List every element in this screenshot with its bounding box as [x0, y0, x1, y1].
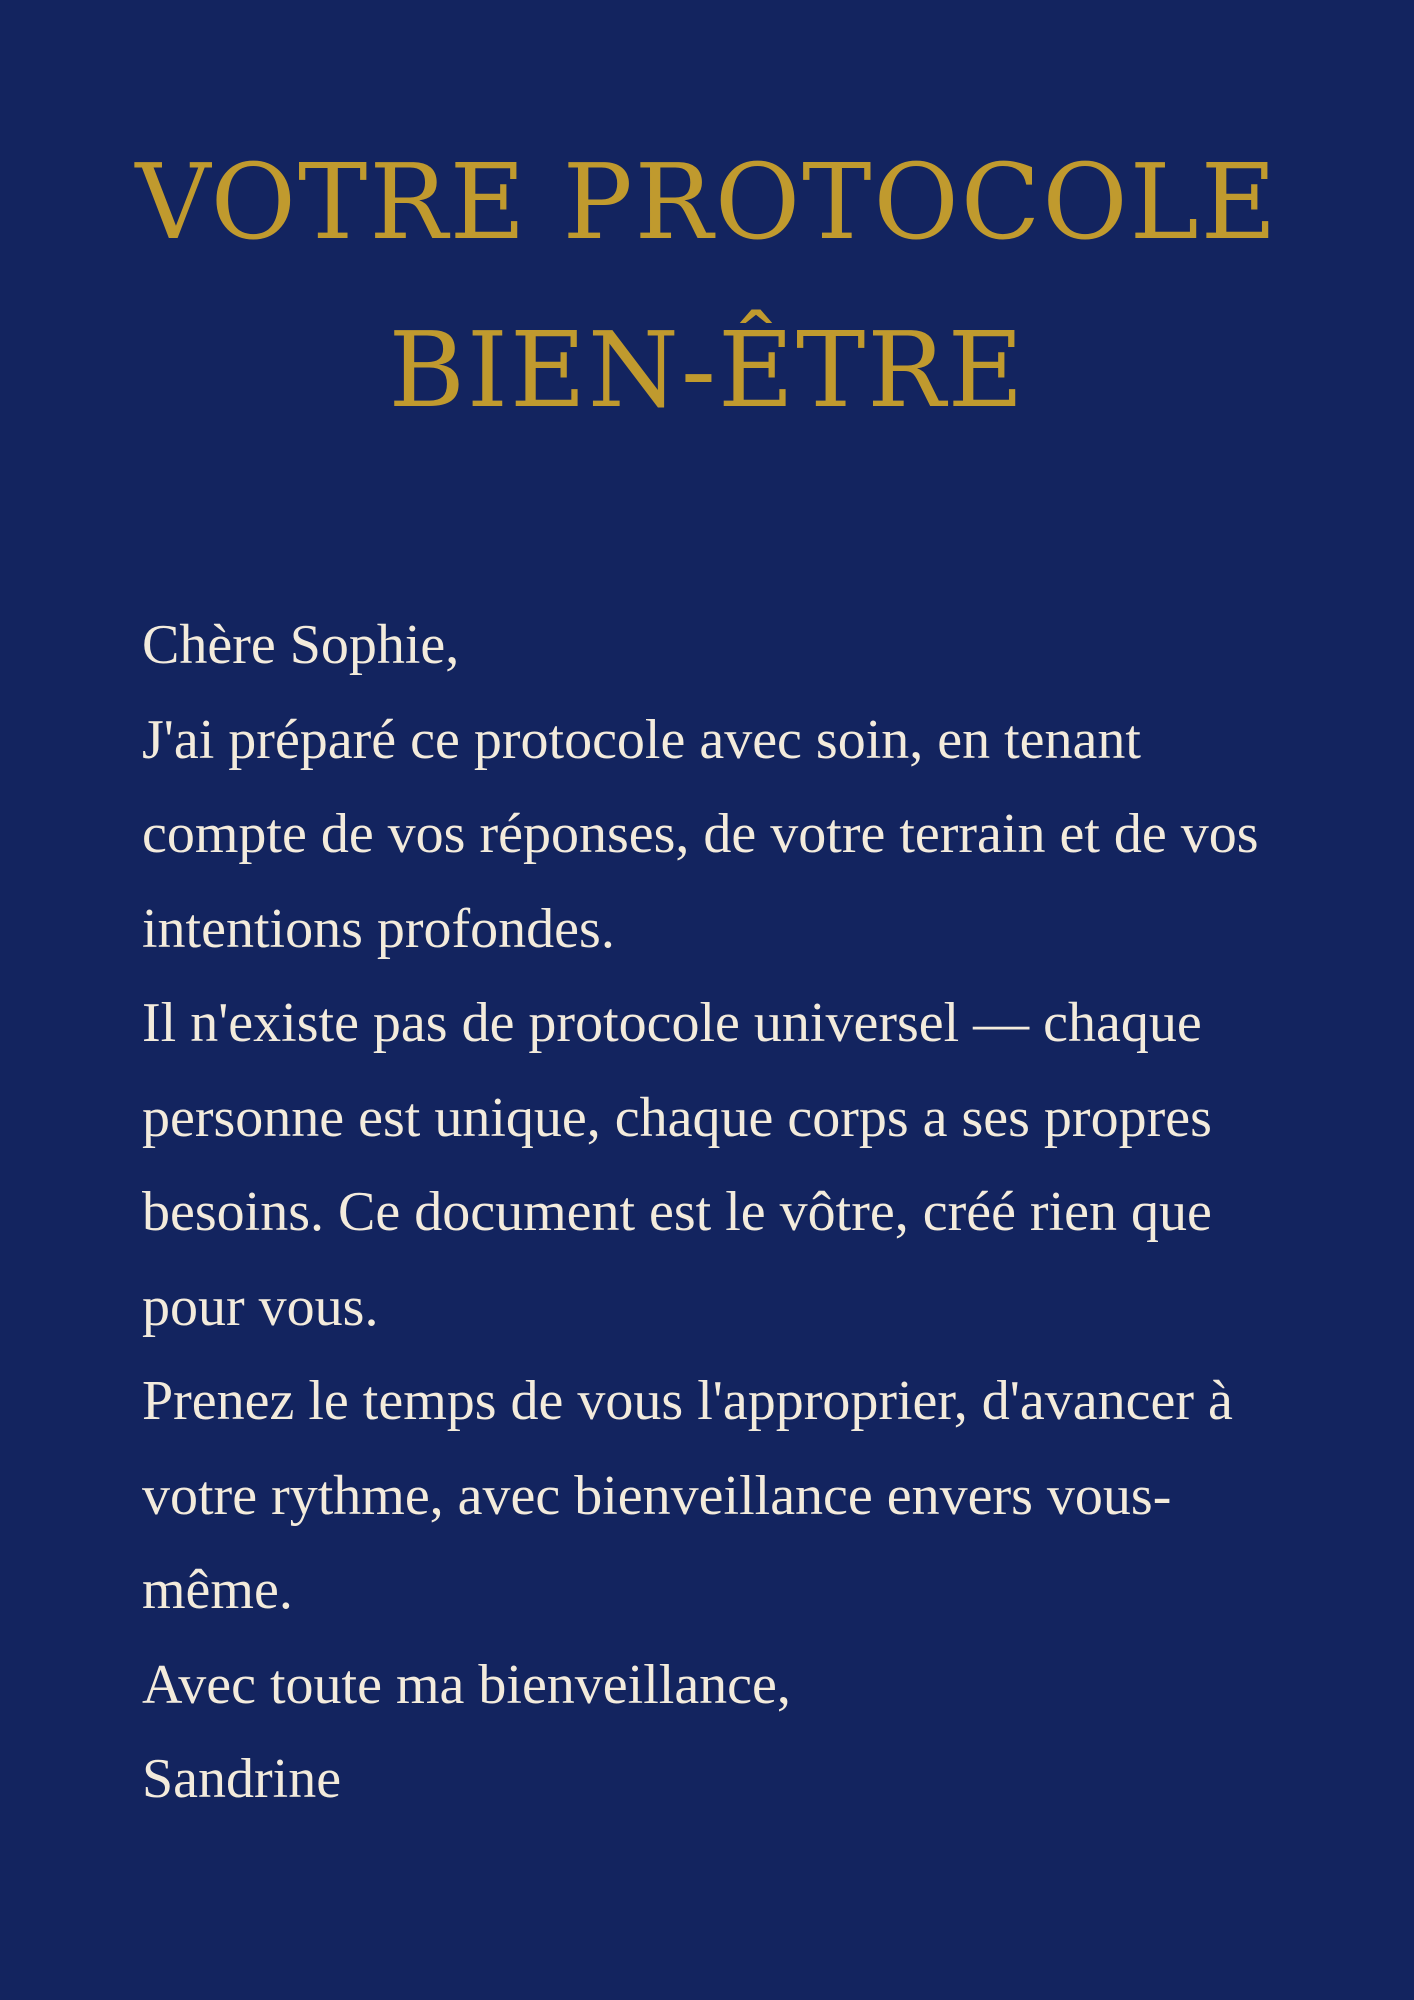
paragraph-pace: Prenez le temps de vous l'approprier, d'avancer à votre rythme, avec bienveillance envers vous-même.	[142, 1370, 1233, 1621]
title-line-2: BIEN-ÊTRE	[388, 309, 1026, 431]
letter-body	[142, 598, 1302, 1827]
title-line-1: VOTRE PROTOCOLE	[135, 141, 1279, 263]
closing: Avec toute ma bienveillance,	[142, 1653, 791, 1716]
greeting: Chère Sophie,	[142, 614, 460, 676]
paragraph-intro: J'ai préparé ce protocole avec soin, en tenant compte de vos réponses, de votre terrain et de vos intentions profondes.	[142, 708, 1259, 960]
page-title	[0, 118, 1414, 454]
signature: Sandrine	[142, 1748, 342, 1810]
paragraph-unique: Il n'existe pas de protocole universel — chaque personne est unique, chaque corps a ses propres besoins. Ce document est le vôtre, créé rien que pour vous.	[142, 992, 1212, 1338]
